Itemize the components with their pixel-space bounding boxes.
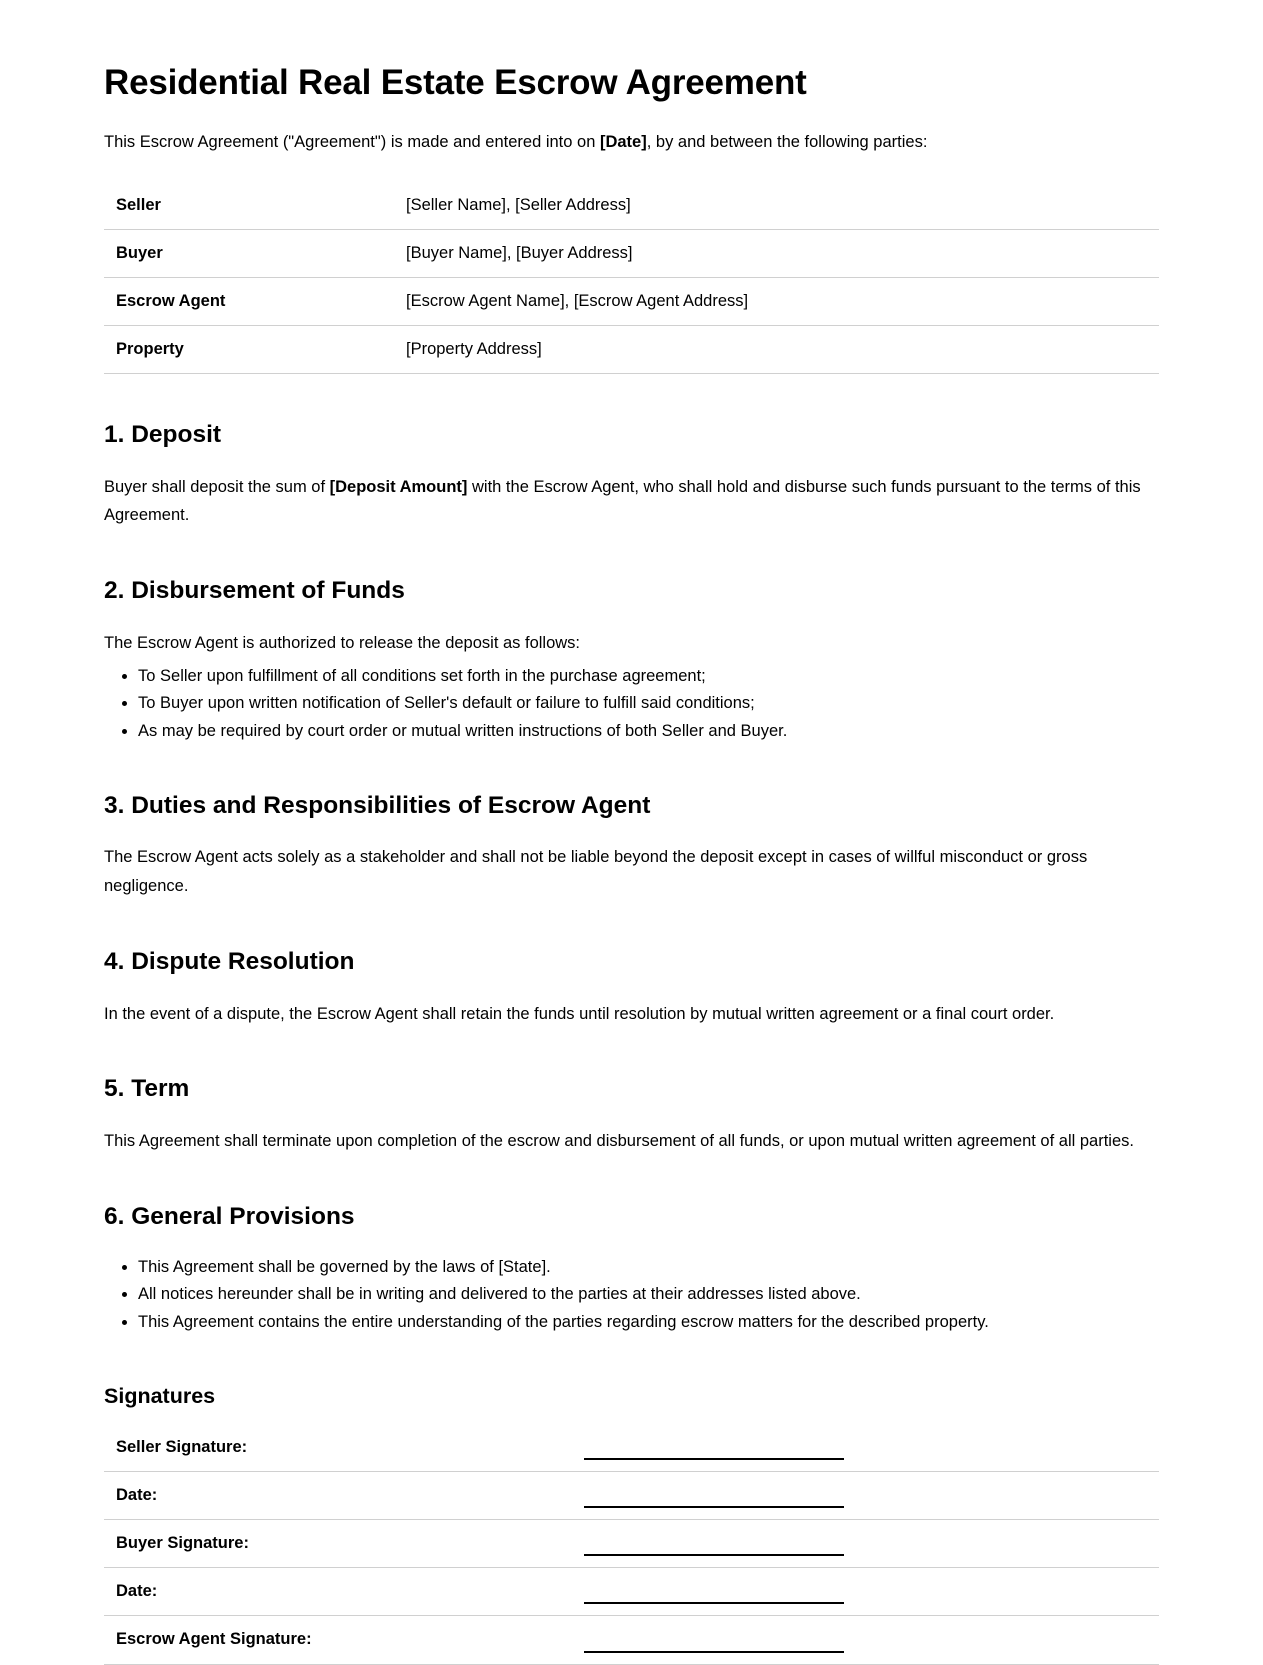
section-heading-deposit: 1. Deposit bbox=[104, 420, 222, 448]
section-heading-term: 5. Term bbox=[104, 1075, 190, 1103]
general-provisions-list bbox=[104, 1255, 1165, 1336]
section-paragraph-deposit bbox=[104, 473, 1159, 531]
signature-line bbox=[584, 1458, 844, 1460]
section-paragraph-disbursement: The Escrow Agent is authorized to release the deposit as follows: bbox=[104, 633, 581, 652]
list-item: • This Agreement contains the entire understanding of the parties regarding escrow matters for the described property. bbox=[138, 1310, 1165, 1336]
table-row bbox=[104, 325, 1159, 373]
signature-label-buyer-date: Date: bbox=[104, 1568, 572, 1616]
section-paragraph-term: This Agreement shall terminate upon completion of the escrow and disbursement of all funds, or upon mutual written agreement of all parties. bbox=[104, 1132, 1134, 1150]
section-paragraph-duties: The Escrow Agent acts solely as a stakeholder and shall not be liable beyond the deposit except in cases of willful misconduct or gross negligence. bbox=[104, 848, 1088, 895]
deposit-text-before: Buyer shall deposit the sum of bbox=[104, 477, 330, 496]
list-item: • To Buyer upon written notification of Seller's default or failure to fulfill said conditions; bbox=[138, 691, 1165, 717]
list-item: • All notices hereunder shall be in writing and delivered to the parties at their addresses listed above. bbox=[138, 1282, 1165, 1308]
signature-line bbox=[584, 1554, 844, 1556]
party-label-escrow-agent: Escrow Agent bbox=[104, 277, 394, 325]
section-heading-disbursement: 2. Disbursement of Funds bbox=[104, 577, 405, 605]
intro-text-before: This Escrow Agreement ("Agreement") is made and entered into on bbox=[104, 133, 600, 151]
list-item: • To Seller upon fulfillment of all conditions set forth in the purchase agreement; bbox=[138, 664, 1165, 690]
table-row bbox=[104, 229, 1159, 277]
deposit-text-after: with the Escrow Agent, who shall hold and disburse such funds pursuant to the terms of this Agreement. bbox=[104, 477, 1141, 525]
signature-line bbox=[584, 1506, 844, 1508]
signature-label-seller: Seller Signature: bbox=[104, 1424, 572, 1472]
disbursement-list bbox=[104, 664, 1165, 745]
party-value-buyer: [Buyer Name], [Buyer Address] bbox=[394, 229, 1159, 277]
intro-date-placeholder: [Date] bbox=[599, 133, 647, 151]
signature-label-escrow-agent: Escrow Agent Signature: bbox=[104, 1616, 572, 1664]
list-item: • As may be required by court order or mutual written instructions of both Seller and Buyer. bbox=[138, 719, 1165, 745]
parties-table bbox=[104, 182, 1159, 374]
deposit-amount-placeholder: [Deposit Amount] bbox=[329, 477, 468, 496]
party-value-property: [Property Address] bbox=[394, 325, 1159, 373]
signatures-table bbox=[104, 1424, 1159, 1664]
signatures-heading: Signatures bbox=[104, 1384, 216, 1409]
section-heading-general-provisions: 6. General Provisions bbox=[104, 1202, 355, 1230]
signature-label-seller-date: Date: bbox=[104, 1472, 572, 1520]
intro-text-after: , by and between the following parties: bbox=[646, 133, 928, 151]
table-row bbox=[104, 1472, 1159, 1520]
party-label-property: Property bbox=[104, 325, 394, 373]
page-title: Residential Real Estate Escrow Agreement bbox=[104, 63, 807, 102]
party-value-escrow-agent: [Escrow Agent Name], [Escrow Agent Address] bbox=[394, 277, 1159, 325]
table-row bbox=[104, 1424, 1159, 1472]
signature-field-seller[interactable] bbox=[572, 1424, 1159, 1472]
table-row bbox=[104, 1520, 1159, 1568]
list-item: • This Agreement shall be governed by the laws of [State]. bbox=[138, 1255, 1165, 1281]
signature-line bbox=[584, 1651, 844, 1653]
party-label-seller: Seller bbox=[104, 182, 394, 230]
signature-field-seller-date[interactable] bbox=[572, 1472, 1159, 1520]
signature-label-buyer: Buyer Signature: bbox=[104, 1520, 572, 1568]
section-heading-duties: 3. Duties and Responsibilities of Escrow Agent bbox=[104, 791, 651, 819]
intro-paragraph bbox=[104, 130, 1165, 156]
table-row bbox=[104, 277, 1159, 325]
signature-field-buyer-date[interactable] bbox=[572, 1568, 1159, 1616]
signature-field-escrow-agent[interactable] bbox=[572, 1616, 1159, 1664]
table-row bbox=[104, 1568, 1159, 1616]
party-label-buyer: Buyer bbox=[104, 229, 394, 277]
signature-line bbox=[584, 1602, 844, 1604]
signature-field-buyer[interactable] bbox=[572, 1520, 1159, 1568]
party-value-seller: [Seller Name], [Seller Address] bbox=[394, 182, 1159, 230]
table-row bbox=[104, 1616, 1159, 1664]
table-row bbox=[104, 182, 1159, 230]
section-paragraph-dispute-resolution: In the event of a dispute, the Escrow Agent shall retain the funds until resolution by mutual written agreement or a final court order. bbox=[104, 1004, 1055, 1023]
section-heading-dispute-resolution: 4. Dispute Resolution bbox=[104, 947, 355, 975]
